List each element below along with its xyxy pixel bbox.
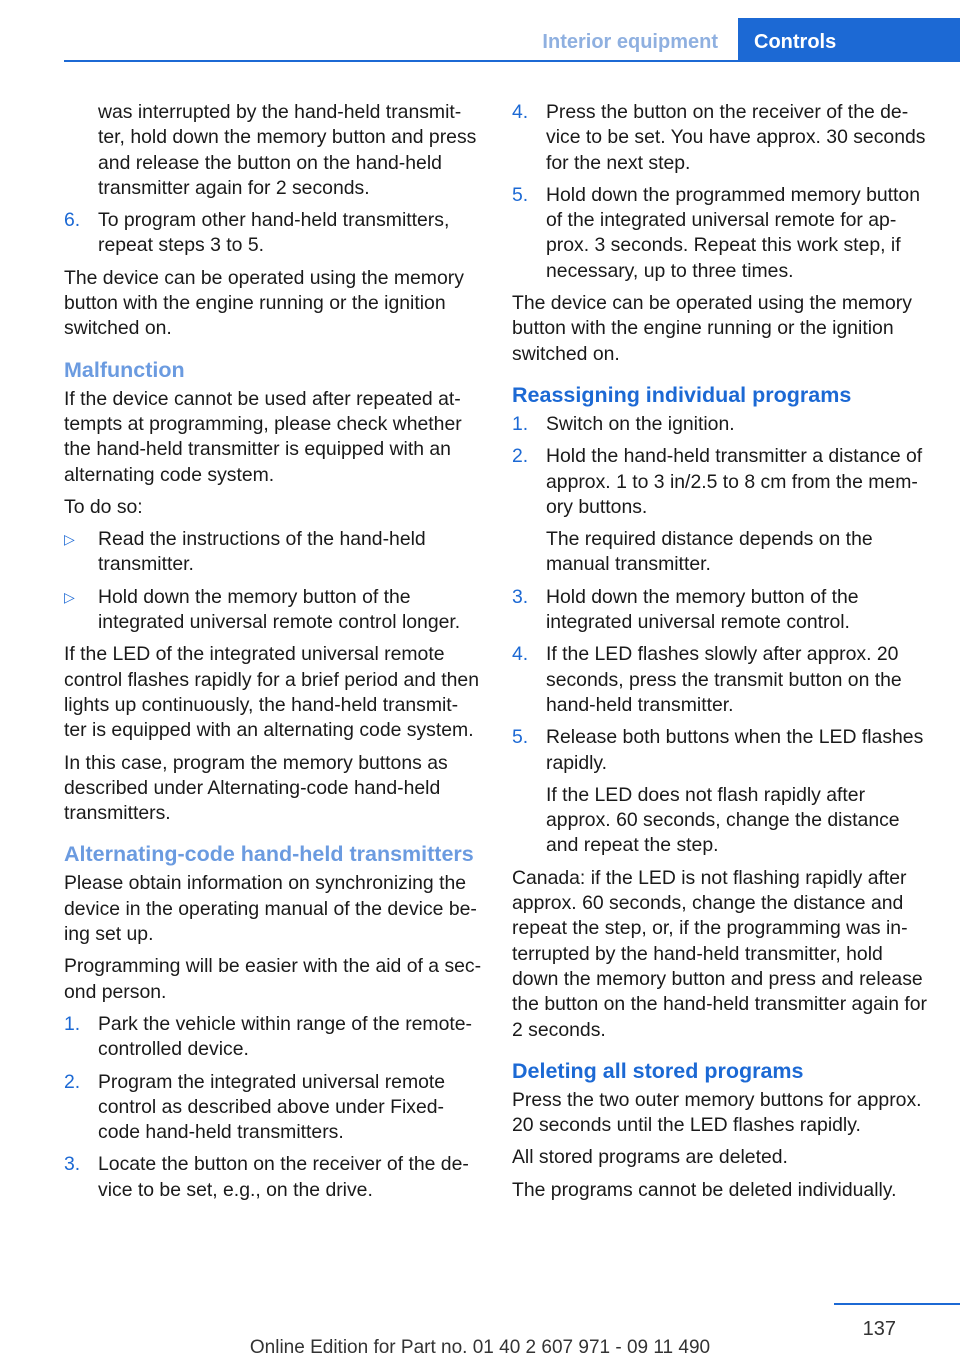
step-item — [64, 1152, 482, 1203]
page-number: 137 — [862, 1318, 896, 1340]
step-item — [64, 1070, 482, 1146]
paragraph: Canada: if the LED is not flashing rapidly after approx. 60 seconds, change the distance and repeat the step, or, if the programming was in- terrupted by the hand-held transmitter, hold down the memory button and press and release the button on the hand-held transmitter again for 2 seconds. — [512, 866, 928, 1041]
step-item — [512, 183, 930, 284]
step-text: To program other hand-held transmitters, repeat steps 3 to 5. — [98, 209, 450, 257]
step-item — [512, 725, 930, 858]
edition-footer: Online Edition for Part no. 01 40 2 607 971 - 09 11 490 — [249, 1337, 711, 1358]
footer-rule — [834, 1303, 960, 1305]
paragraph: All stored programs are deleted. — [512, 1146, 788, 1169]
paragraph: If the device cannot be used after repeated at- tempts at programming, please check whether the hand-held transmitter is equipped with an alternating code system. — [64, 387, 462, 486]
step-text: Hold the hand-held transmitter a distance of approx. 1 to 3 in/2.5 to 8 cm from the mem- ory buttons. — [546, 445, 923, 518]
step-number: 6. — [64, 209, 81, 232]
step-text: Switch on the ignition. — [546, 412, 735, 435]
step-number: 1. — [64, 1012, 81, 1035]
right-column — [512, 100, 930, 1210]
deleting-heading: Deleting all stored programs — [512, 1058, 804, 1083]
step-item — [512, 585, 930, 636]
step-text: Locate the button on the receiver of the de- vice to be set, e.g., on the drive. — [98, 1153, 469, 1201]
paragraph: Programming will be easier with the aid of a sec- ond person. — [64, 955, 482, 1003]
step-note: If the LED does not flash rapidly after approx. 60 seconds, change the distance and repeat the step. — [546, 783, 900, 857]
reassigning-heading: Reassigning individual programs — [512, 382, 852, 407]
step-item — [512, 642, 930, 718]
step-item — [512, 444, 930, 577]
chapter-tab: Controls — [738, 18, 960, 62]
paragraph: If the LED of the integrated universal remote control flashes rapidly for a brief period and then lights up continuously, the hand-held transmit- ter is equipped with an alternating code system. — [64, 643, 479, 742]
step-number: 4. — [512, 643, 529, 666]
step-number: 3. — [64, 1153, 81, 1176]
step-item — [64, 1012, 482, 1063]
bullet-item — [64, 585, 482, 636]
page-header — [0, 0, 960, 62]
paragraph: Please obtain information on synchronizing the device in the operating manual of the device be- ing set up. — [64, 872, 477, 946]
paragraph: The programs cannot be deleted individually. — [512, 1178, 897, 1201]
step-note: The required distance depends on the manual transmitter. — [546, 528, 873, 576]
malfunction-heading: Malfunction — [64, 357, 185, 382]
bullet-text: Hold down the memory button of the integrated universal remote control longer. — [98, 585, 461, 634]
step-number: 3. — [512, 585, 529, 608]
step-number: 5. — [512, 726, 529, 749]
continued-step-text: was interrupted by the hand-held transmit- ter, hold down the memory button and press and release the button on the hand-held transmitter again for 2 seconds. — [98, 101, 477, 199]
step-text: Hold down the memory button of the integrated universal remote control. — [546, 585, 859, 634]
step-number: 5. — [512, 183, 529, 206]
triangle-bullet-icon: ▷ — [64, 531, 75, 548]
paragraph: In this case, program the memory buttons as described under Alternating-code hand-held transmitters. — [64, 751, 448, 825]
step-number: 1. — [512, 412, 529, 435]
step-text: Program the integrated universal remote control as described above under Fixed- code hand-held transmitters. — [98, 1070, 446, 1144]
step-text: Hold down the programmed memory button of the integrated universal remote for ap- prox. 3 seconds. Repeat this work step, if necessary, up to three times. — [546, 183, 920, 282]
paragraph: The device can be operated using the memory button with the engine running or the ignition switched on. — [512, 292, 912, 365]
step-text: Release both buttons when the LED flashes rapidly. — [546, 726, 924, 774]
bullet-item — [64, 527, 482, 578]
step-item — [64, 208, 482, 259]
paragraph: Press the two outer memory buttons for approx. 20 seconds until the LED flashes rapidly. — [512, 1088, 922, 1137]
step-text: Press the button on the receiver of the de- vice to be set. You have approx. 30 seconds for the next step. — [546, 101, 926, 174]
step-text: Park the vehicle within range of the remote- controlled device. — [98, 1012, 472, 1061]
step-item — [512, 412, 930, 437]
paragraph: To do so: — [64, 495, 143, 518]
bullet-text: Read the instructions of the hand-held transmitter. — [98, 528, 426, 576]
alternating-code-heading: Alternating-code hand-held transmitters — [64, 842, 474, 867]
left-column — [64, 100, 482, 1210]
section-title: Interior equipment — [542, 31, 718, 53]
step-item — [512, 100, 930, 176]
step-text: If the LED flashes slowly after approx. 20 seconds, press the transmit button on the hand-held transmitter. — [546, 643, 902, 716]
step-number: 2. — [512, 445, 529, 468]
step-number: 2. — [64, 1070, 81, 1093]
header-rule — [64, 60, 960, 62]
triangle-bullet-icon: ▷ — [64, 588, 75, 605]
paragraph: The device can be operated using the memory button with the engine running or the ignition switched on. — [64, 266, 464, 340]
step-number: 4. — [512, 101, 529, 123]
